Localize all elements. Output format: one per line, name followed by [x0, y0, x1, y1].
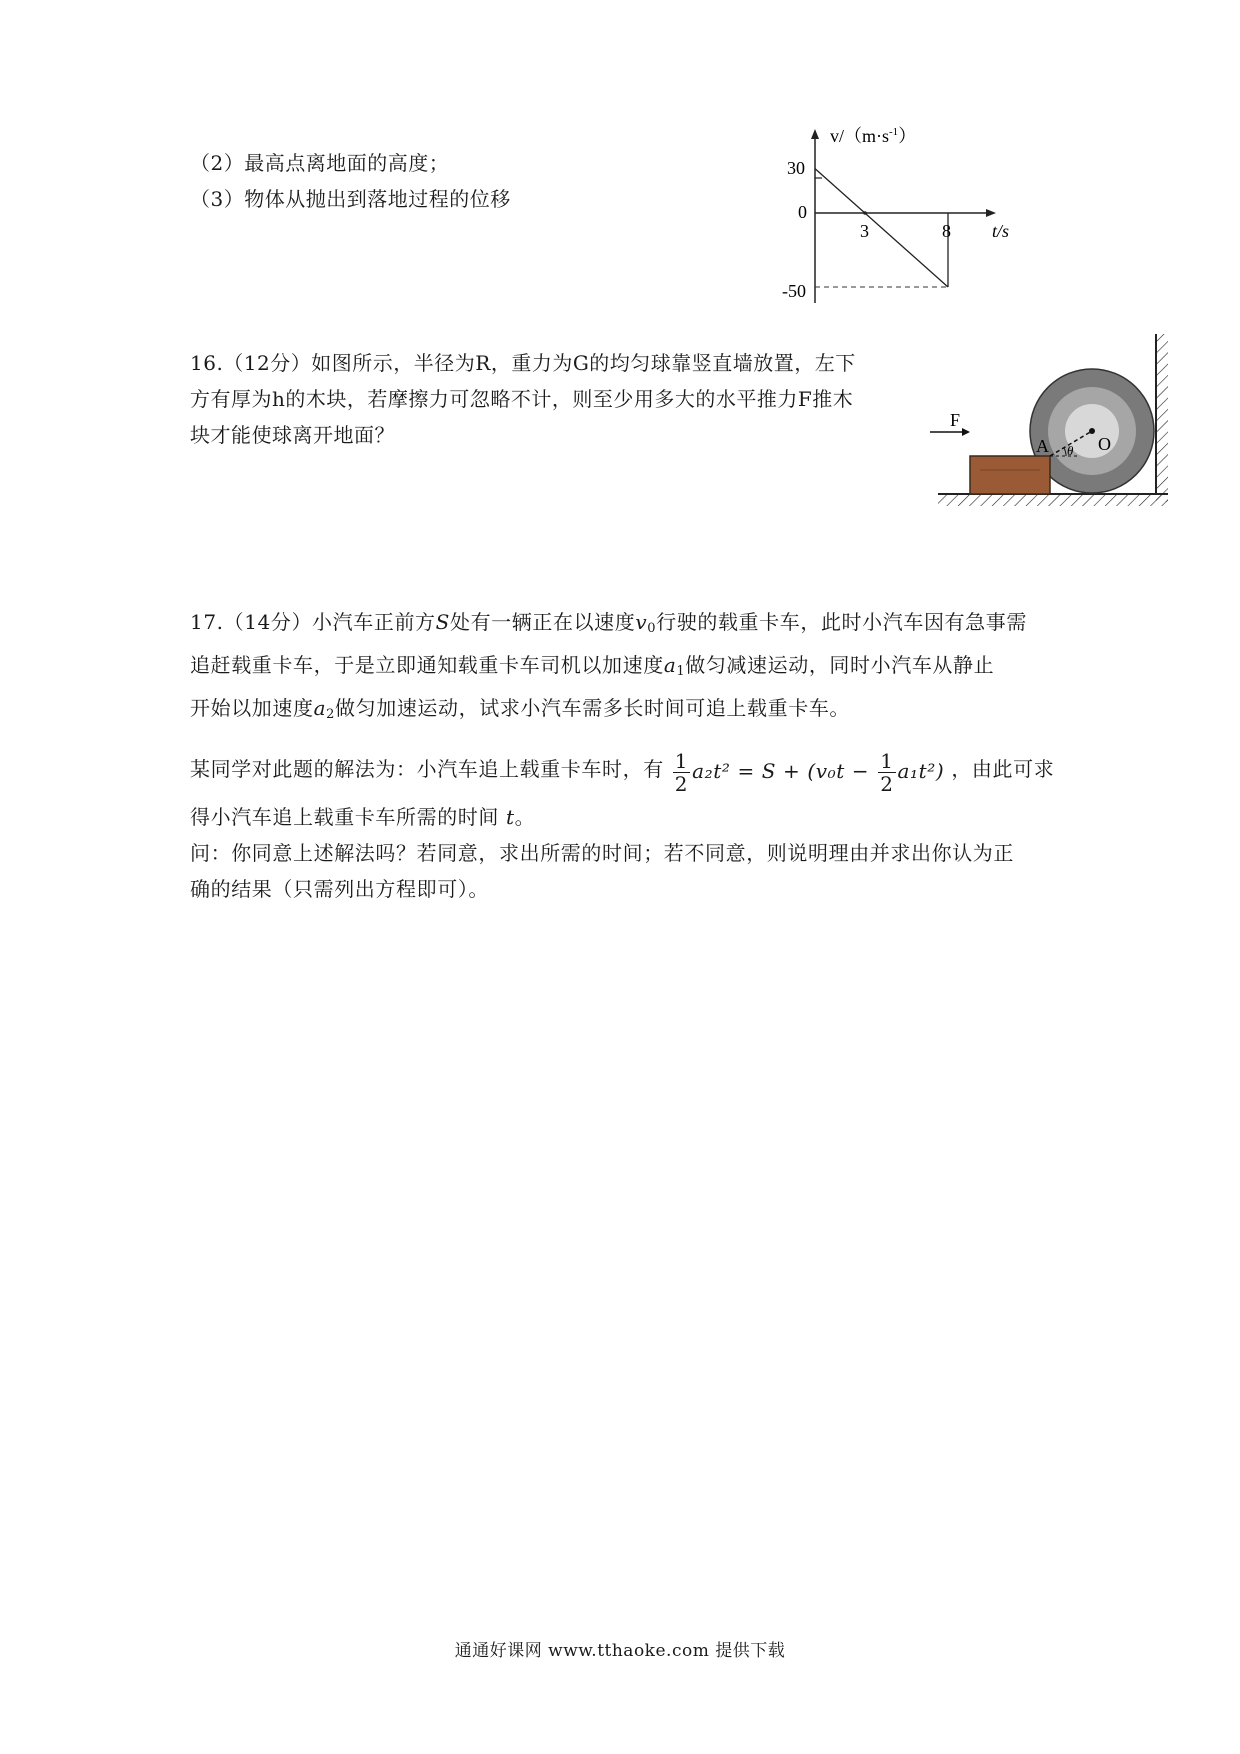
q16-line3: 块才能使球离开地面？: [190, 423, 395, 447]
tick-label-3: 3: [860, 221, 869, 241]
q16-line1: 16.（12分）如图所示，半径为R，重力为G的均匀球靠竖直墙放置，左下: [190, 351, 856, 375]
y-axis-arrow: [811, 129, 819, 139]
x-axis-label: t/s: [992, 221, 1010, 241]
solution-formula: $\frac{1}{2}$ a₂t² = S + (v₀t − $\frac{1}{2}$ a₁t²): [674, 748, 945, 796]
label-A: A: [1036, 436, 1049, 456]
q17-line1: 17.（14分）小汽车正前方S处有一辆正在以速度$v_0$行驶的载重卡车，此时小汽车因有急事需: [190, 610, 1027, 636]
q15-part2: （2）最高点离地面的高度；: [190, 151, 450, 175]
q17-line7: 确的结果（只需列出方程即可）。: [190, 876, 489, 901]
ground-hatching: [938, 494, 1168, 506]
velocity-time-graph: [770, 125, 1030, 305]
tick-label-8: 8: [942, 221, 951, 241]
tick-label-minus50: -50: [782, 281, 806, 301]
label-F: F: [950, 410, 961, 430]
page-footer: 通通好课网 www.tthaoke.com 提供下载: [454, 1641, 786, 1661]
q15-part3: （3）物体从抛出到落地过程的位移: [190, 187, 511, 211]
q16-line2: 方有厚为h的木块，若摩擦力可忽略不计，则至少用多大的水平推力F推木: [190, 387, 854, 411]
x-axis-arrow: [986, 209, 996, 217]
q17-line2: 追赶载重卡车，于是立即通知载重卡车司机以加速度$a_1$做匀减速运动，同时小汽车从静止: [190, 653, 995, 679]
wall-hatching: [1156, 334, 1168, 502]
q17-line4: 某同学对此题的解法为：小汽车追上载重卡车时，有 $\frac{1}{2}$ a₂t² = S + (v₀t − $\frac{1}{2}$ a₁t²) ，由此可求: [190, 741, 1054, 799]
y-axis-label: $v/(m\cdot s^{-1})$: [830, 126, 917, 146]
origin-label: 0: [798, 202, 807, 222]
q17-line3: 开始以加速度$a_2$做匀加速运动，试求小汽车需多长时间可追上载重卡车。: [190, 696, 851, 722]
label-O: O: [1098, 434, 1111, 454]
tick-label-30: 30: [787, 158, 805, 178]
q17-line5: 得小汽车追上载重卡车所需的时间 t。: [190, 804, 536, 829]
ball-wall-figure: [930, 330, 1180, 530]
force-arrowhead: [962, 428, 970, 436]
wood-block: [970, 456, 1050, 494]
fraction-half-2: $\frac{1}{2}$: [880, 748, 894, 796]
label-theta: θ: [1067, 443, 1074, 458]
question-17: [190, 604, 1054, 907]
velocity-series-line: [815, 169, 948, 287]
fraction-half: $\frac{1}{2}$: [674, 748, 689, 796]
q17-line6: 问：你同意上述解法吗？若同意，求出所需的时间；若不同意，则说明理由并求出你认为正: [190, 840, 1014, 865]
